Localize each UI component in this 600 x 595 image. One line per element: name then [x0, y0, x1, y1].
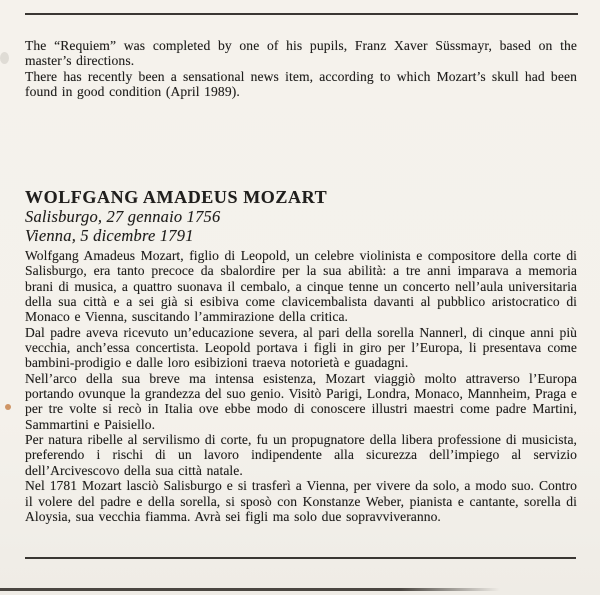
intro-section [25, 38, 577, 100]
biography-header [25, 186, 577, 245]
scan-smudge-artifact [0, 52, 9, 64]
intro-paragraph: The “Requiem” was completed by one of his pupils, Franz Xaver Süssmayr, based on the master’s directions. [25, 38, 577, 69]
biography-paragraph: Dal padre aveva ricevuto un’educazione severa, al pari della sorella Nannerl, di cinque anni più vecchia, anch’essa concertista. Leopold portava i figli in giro per l’Europa, li presentava come bambini-prodigio e dalle loro esibizioni traeva notorietà e guadagni. [25, 324, 577, 371]
bottom-divider-rule [25, 557, 576, 559]
birth-place-date-line: Salisburgo, 27 gennaio 1756 [25, 207, 221, 226]
death-place-date-line: Vienna, 5 dicembre 1791 [25, 225, 194, 245]
biography-text [25, 248, 577, 524]
composer-name-heading: WOLFGANG AMADEUS MOZART [25, 187, 328, 207]
top-divider-rule [25, 13, 578, 15]
page-edge-shadow [0, 588, 500, 591]
biography-paragraph: Per natura ribelle al servilismo di corte, fu un propugnatore della libera professione di musicista, preferendo i rischi di un lavoro indipendente alla sicurezza dell’impiego al servizio dell’Arcivescovo della sua città natale. [25, 432, 577, 478]
biography-paragraph: Nell’arco della sua breve ma intensa esistenza, Mozart viaggiò molto attraverso l’Europa portando ovunque la grandezza del suo genio. Visitò Parigi, Londra, Monaco, Mannheim, Praga e per tre volte si recò in Italia ove ebbe modo di conoscere illustri maestri come padre Martini, Sammartini e Paisiello. [25, 370, 577, 432]
scan-speck-artifact [5, 404, 11, 410]
intro-paragraph: There has recently been a sensational news item, according to which Mozart’s skull had been found in good condition (April 1989). [25, 68, 577, 100]
biography-paragraph: Nel 1781 Mozart lasciò Salisburgo e si trasferì a Vienna, per vivere da solo, a modo suo. Contro il volere del padre e della sorella, si sposò con Konstanze Weber, pianista e cantante, sorella di Aloysia, sua vecchia fiamma. Avrà sei figli ma solo due sopravviveranno. [25, 478, 577, 524]
biography-paragraph: Wolfgang Amadeus Mozart, figlio di Leopold, un celebre violinista e compositore della corte di Salisburgo, era tanto precoce da sbalordire per la sua abilità: a tre anni imparava a memoria brani di musica, a quattro suonava il cembalo, a cinque tenne un concerto nell’aula universitaria della sua città e a sei già si esibiva come clavicembalista davanti al pubblico aristocratico di Monaco e Vienna, suscitando l’ammirazione della critica. [25, 248, 577, 325]
